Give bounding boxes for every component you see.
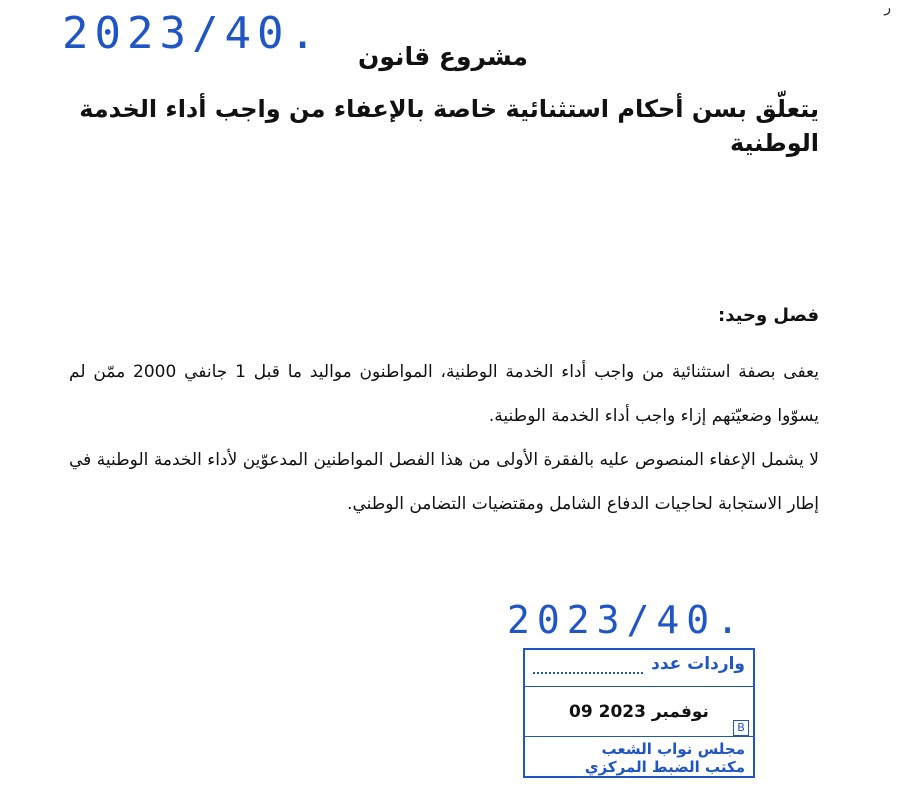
document-title: مشروع قانون xyxy=(358,42,528,71)
stamp-dotted-line xyxy=(533,658,643,674)
document-subject: يتعلّق بسن أحكام استثنائية خاصة بالإعفاء من واجب أداء الخدمة الوطنية xyxy=(79,95,819,157)
article-paragraph-2: لا يشمل الإعفاء المنصوص عليه بالفقرة الأولى من هذا الفصل المواطنين المدعوّين لأداء الخدمة الوطنية في إطار الاستجابة لحاجيات الدفاع الشامل ومقتضيات التضامن الوطني. xyxy=(69,450,819,514)
article-paragraph-1: يعفى بصفة استثنائية من واجب أداء الخدمة الوطنية، المواطنون مواليد ما قبل 1 جانفي 2000 ممّن لم يسوّوا وضعيّتهم إزاء واجب أداء الخدمة الوطنية. xyxy=(69,362,819,426)
stamp-label: واردات عدد xyxy=(651,654,745,674)
registration-number-stamp: 2023/40. xyxy=(62,8,322,59)
stamp-date: 09 نوفمبر 2023 xyxy=(569,702,709,722)
stamp-box-letter: B xyxy=(733,720,749,736)
corner-mark: ر xyxy=(884,0,891,16)
stamp-divider xyxy=(525,736,753,737)
stamp-divider xyxy=(525,686,753,687)
article-heading: فصل وحيد: xyxy=(718,305,819,326)
stamp-office: مكتب الضبط المركزي xyxy=(584,758,745,776)
reception-stamp xyxy=(523,648,755,778)
reception-number-stamp: 2023/40. xyxy=(507,598,747,642)
stamp-institution: مجلس نواب الشعب xyxy=(601,740,745,758)
